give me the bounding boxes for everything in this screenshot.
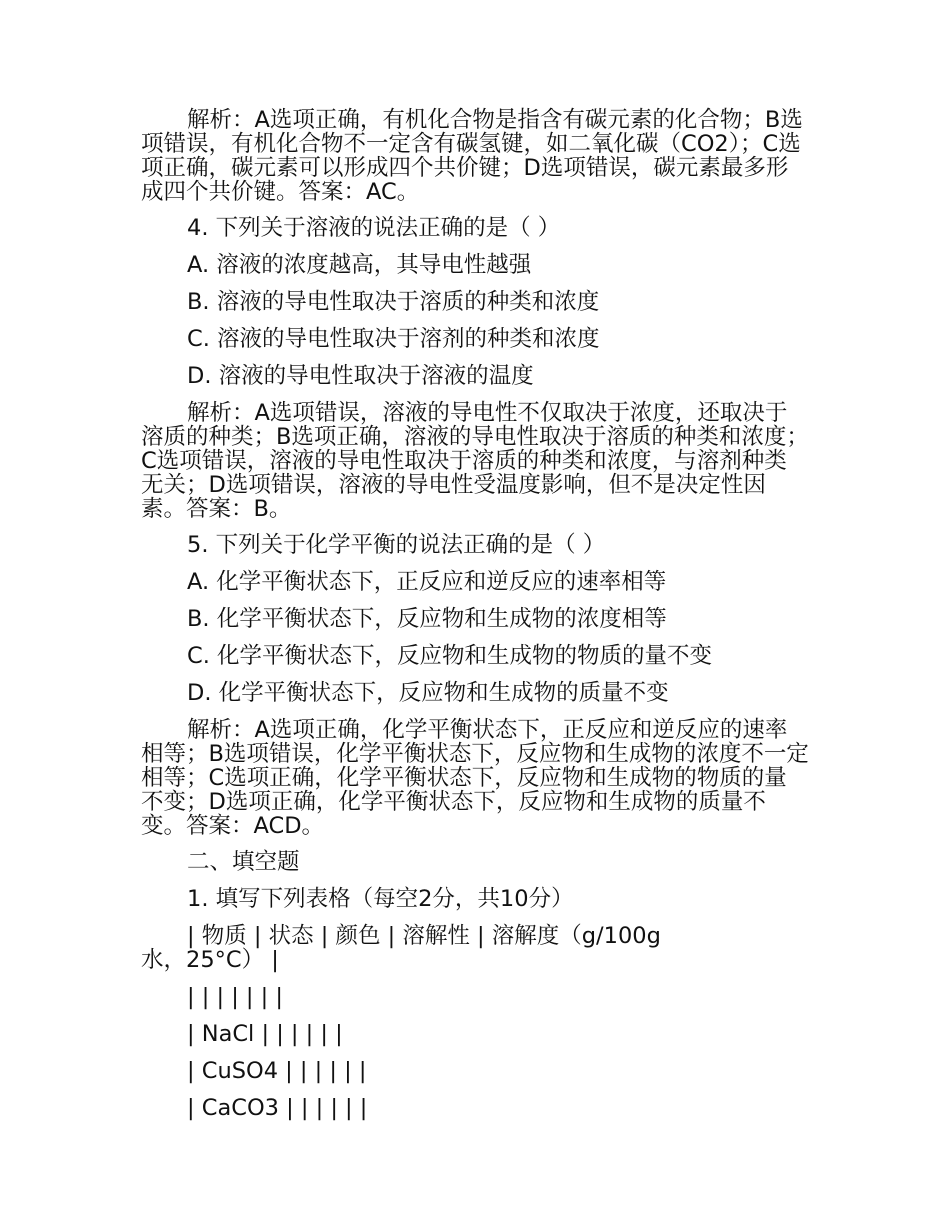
- q5-option-c: C. 化学平衡状态下，反应物和生成物的物质的量不变: [187, 643, 713, 669]
- q5-stem: 5. 下列关于化学平衡的说法正确的是（ ）: [187, 532, 606, 558]
- q4-analysis: 解析：A选项错误，溶液的导电性不仅取决于浓度，还取决于溶质的种类；B选项正确，溶液的导电性取决于溶质的种类和浓度；C选项错误，溶液的导电性取决于溶质的种类和浓度，与溶剂种类无关；D选项错误，溶液的导电性受温度影响，但不是决定性因素。答案：B。: [141, 400, 809, 522]
- table-header-row: | 物质 | 状态 | 颜色 | 溶解性 | 溶解度（g/100g水，25°C） |: [141, 923, 661, 973]
- section-title-fill-in: 二、填空题: [187, 849, 300, 875]
- q5-analysis: 解析：A选项正确，化学平衡状态下，正反应和逆反应的速率相等；B选项错误，化学平衡状态下，反应物和生成物的浓度不一定相等；C选项正确，化学平衡状态下，反应物和生成物的物质的量不变；D选项正确，化学平衡状态下，反应物和生成物的质量不变。答案：ACD。: [141, 717, 809, 839]
- q5-option-b: B. 化学平衡状态下，反应物和生成物的浓度相等: [187, 606, 667, 632]
- q5-option-a: A. 化学平衡状态下，正反应和逆反应的速率相等: [187, 569, 667, 595]
- table-row: | | | | | | |: [187, 984, 283, 1010]
- fill-q1-stem: 1. 填写下列表格（每空2分，共10分）: [187, 886, 574, 912]
- q4-option-c: C. 溶液的导电性取决于溶剂的种类和浓度: [187, 326, 600, 352]
- q4-option-a: A. 溶液的浓度越高，其导电性越强: [187, 252, 532, 278]
- table-row: | NaCl | | | | | |: [187, 1021, 343, 1047]
- q4-option-d: D. 溶液的导电性取决于溶液的温度: [187, 363, 534, 389]
- table-row: | CuSO4 | | | | | |: [187, 1058, 367, 1084]
- q4-stem: 4. 下列关于溶液的说法正确的是（ ）: [187, 215, 561, 241]
- document-content: [141, 108, 809, 1133]
- q5-option-d: D. 化学平衡状态下，反应物和生成物的质量不变: [187, 680, 669, 706]
- q3-analysis: 解析：A选项正确，有机化合物是指含有碳元素的化合物；B选项错误，有机化合物不一定含有碳氢键，如二氧化碳（CO2）；C选项正确，碳元素可以形成四个共价键；D选项错误，碳元素最多形成四个共价键。答案：AC。: [141, 107, 803, 205]
- table-row: | CaCO3 | | | | | |: [187, 1095, 368, 1121]
- q4-option-b: B. 溶液的导电性取决于溶质的种类和浓度: [187, 289, 600, 315]
